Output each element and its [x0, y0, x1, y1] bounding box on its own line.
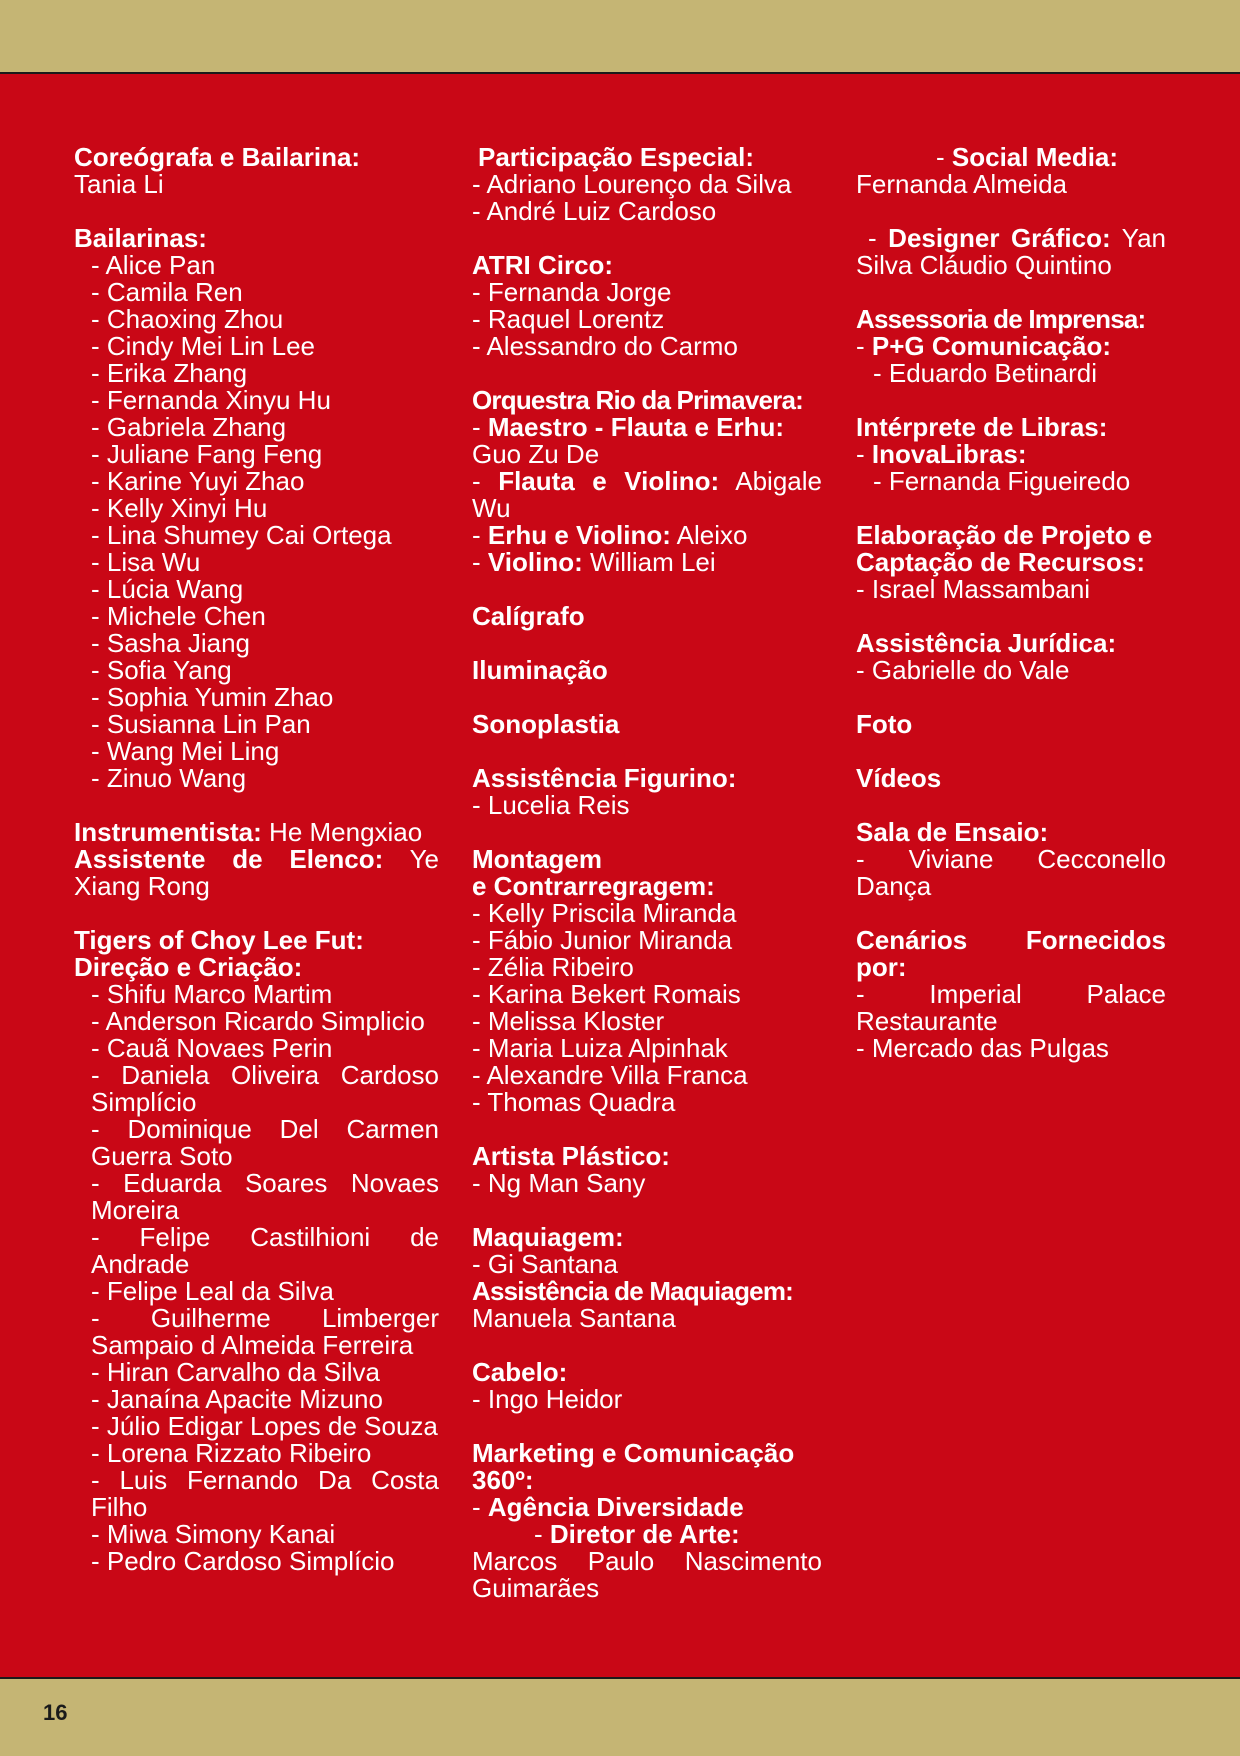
assessoria-company-line: - P+G Comunicação: [856, 331, 1112, 361]
cenarios-list [856, 981, 1166, 1062]
marketing-heading: Marketing e Comunicação [472, 1438, 795, 1468]
iluminacao-heading: Iluminação [472, 655, 608, 685]
juridica-item: - Gabrielle do Vale [856, 655, 1070, 685]
tigers-block [74, 927, 439, 1575]
montagem-item: - Karina Bekert Romais [472, 979, 741, 1009]
bailarina-item: - Michele Chen [91, 601, 266, 631]
agencia-line: - Agência Diversidade [472, 1492, 744, 1522]
montagem-subheading: e Contrarregragem: [472, 871, 715, 901]
bailarina-item: - Kelly Xinyi Hu [91, 493, 268, 523]
tigers-subheading: Direção e Criação: [74, 952, 303, 982]
atri-item: - Raquel Lorentz [472, 304, 665, 334]
page-number: 16 [43, 1700, 68, 1725]
ensaio-heading: Sala de Ensaio: [856, 817, 1049, 847]
assist-maquiagem-name: Manuela Santana [472, 1303, 676, 1333]
participacao-heading: Participação Especial: [478, 142, 755, 172]
assessoria-company: P+G Comunicação: [871, 331, 1112, 361]
designer-label: Designer Gráfico: [888, 223, 1111, 253]
violino-label: Violino: [487, 547, 583, 577]
bailarina-item: - Sofia Yang [91, 655, 232, 685]
assessoria-heading: Assessoria de Imprensa: [856, 304, 1146, 334]
bailarina-item: - Zinuo Wang [91, 763, 247, 793]
tigers-member-item: - Dominique Del Carmen Guerra Soto [91, 1114, 439, 1171]
agencia-name: Agência Diversidade [487, 1492, 744, 1522]
instrumentista-value: He Mengxiao [261, 817, 423, 847]
erhu-value: Aleixo [670, 520, 748, 550]
erhu-line: - Erhu e Violino: Aleixo [472, 520, 748, 550]
cenarios-heading: Cenários Fornecidos por: [856, 925, 1166, 982]
maquiagem-heading: Maquiagem: [472, 1222, 624, 1252]
bottom-band [0, 1677, 1240, 1756]
cenarios-item: - Imperial Palace Restaurante [856, 979, 1166, 1036]
tigers-member-item: - Daniela Oliveira Cardoso Simplício [91, 1060, 439, 1117]
montagem-item: - Kelly Priscila Miranda [472, 898, 737, 928]
cabelo-heading: Cabelo: [472, 1357, 568, 1387]
bailarinas-heading: Bailarinas: [74, 223, 207, 253]
cabelo-block [472, 1359, 822, 1413]
tigers-list [74, 981, 439, 1575]
marketing-subheading: 360º: [472, 1465, 534, 1495]
bailarina-item: - Lisa Wu [91, 547, 201, 577]
juridica-heading: Assistência Jurídica: [856, 628, 1117, 658]
cenarios-item: - Mercado das Pulgas [856, 1033, 1109, 1063]
artista-heading: Artista Plástico: [472, 1141, 670, 1171]
montagem-item: - Alexandre Villa Franca [472, 1060, 748, 1090]
libras-block [856, 414, 1166, 495]
figurino-item: - Lucelia Reis [472, 790, 630, 820]
projeto-block [856, 522, 1166, 603]
montagem-list [472, 900, 822, 1116]
foto-heading: Foto [856, 709, 913, 739]
figurino-block [472, 765, 822, 819]
assessoria-item: - Eduardo Betinardi [873, 358, 1098, 388]
bailarina-item: - Wang Mei Ling [91, 736, 280, 766]
maestro-value: Guo Zu De [472, 439, 600, 469]
montagem-item: - Maria Luiza Alpinhak [472, 1033, 728, 1063]
tigers-member-item: - Pedro Cardoso Simplício [91, 1546, 395, 1576]
ensaio-item: - Viviane Cecconello Dança [856, 844, 1166, 901]
maquiagem-item: - Gi Santana [472, 1249, 618, 1279]
atri-list [472, 279, 822, 360]
bailarina-item: - Gabriela Zhang [91, 412, 287, 442]
figurino-list [472, 792, 822, 819]
juridica-block [856, 630, 1166, 684]
projeto-item: - Israel Massambani [856, 574, 1091, 604]
participacao-block [472, 144, 822, 225]
atri-item: - Alessandro do Carmo [472, 331, 738, 361]
assistente-elenco-label: Assistente de Elenco: [74, 844, 384, 874]
assistente-elenco-value: Ye Xiang Rong [74, 844, 439, 901]
bailarina-item: - Fernanda Xinyu Hu [91, 385, 331, 415]
tigers-member-item: - Guilherme Limberger Sampaio d Almeida Ferreira [91, 1303, 439, 1360]
social-line: - Social Media: [936, 142, 1119, 172]
violino-line: - Violino: William Lei [472, 547, 716, 577]
participacao-item: - André Luiz Cardoso [472, 196, 717, 226]
instrumentista-block [74, 819, 439, 900]
coreografa-heading: Coreógrafa e Bailarina: [74, 142, 361, 172]
bailarina-item: - Camila Ren [91, 277, 243, 307]
designer-value: Yan Silva Cláudio Quintino [856, 223, 1166, 280]
tigers-member-item: - Shifu Marco Martim [91, 979, 333, 1009]
cenarios-block [856, 927, 1166, 1062]
assist-maquiagem-heading: Assistência de Maquiagem: [472, 1276, 793, 1306]
social-value: Fernanda Almeida [856, 169, 1068, 199]
top-band [0, 0, 1240, 74]
bailarinas-list [74, 252, 439, 792]
cabelo-item: - Ingo Heidor [472, 1384, 623, 1414]
flauta-label: Flauta e Violino: [498, 466, 720, 496]
assessoria-block [856, 306, 1166, 387]
orquestra-heading: Orquestra Rio da Primavera: [472, 385, 803, 415]
montagem-item: - Zélia Ribeiro [472, 952, 634, 982]
maquiagem-block [472, 1224, 822, 1332]
montagem-block [472, 846, 822, 1116]
atri-heading: ATRI Circo: [472, 250, 614, 280]
tigers-member-item: - Luis Fernando Da Costa Filho [91, 1465, 439, 1522]
atri-block [472, 252, 822, 360]
tigers-member-item: - Júlio Edigar Lopes de Souza [91, 1411, 438, 1441]
montagem-item: - Thomas Quadra [472, 1087, 676, 1117]
artista-item: - Ng Man Sany [472, 1168, 646, 1198]
bailarina-item: - Lúcia Wang [91, 574, 244, 604]
figurino-heading: Assistência Figurino: [472, 763, 737, 793]
sonoplastia-block [472, 711, 822, 738]
instrumentista-line [74, 819, 439, 846]
bailarina-item: - Lina Shumey Cai Ortega [91, 520, 392, 550]
designer-block [856, 225, 1166, 279]
iluminacao-block [472, 657, 822, 684]
maquiagem-list [472, 1251, 822, 1278]
tigers-member-item: - Lorena Rizzato Ribeiro [91, 1438, 372, 1468]
caligrafo-heading: Calígrafo [472, 601, 585, 631]
bailarina-item: - Sophia Yumin Zhao [91, 682, 334, 712]
tigers-member-item: - Eduarda Soares Novaes Moreira [91, 1168, 439, 1225]
tigers-member-item: - Hiran Carvalho da Silva [91, 1357, 381, 1387]
tigers-member-item: - Janaína Apacite Mizuno [91, 1384, 383, 1414]
participacao-item: - Adriano Lourenço da Silva [472, 169, 792, 199]
videos-block [856, 765, 1166, 792]
artista-block [472, 1143, 822, 1197]
coreografa-block [74, 144, 439, 198]
projeto-heading: Elaboração de Projeto e [856, 520, 1153, 550]
montagem-heading: Montagem [472, 844, 602, 874]
ensaio-block [856, 819, 1166, 900]
foto-block [856, 711, 1166, 738]
montagem-item: - Fábio Junior Miranda [472, 925, 733, 955]
atri-item: - Fernanda Jorge [472, 277, 672, 307]
social-label: Social Media: [951, 142, 1119, 172]
coreografa-name: Tania Li [74, 169, 164, 199]
bailarina-item: - Alice Pan [91, 250, 216, 280]
participacao-list [472, 171, 822, 225]
caligrafo-block [472, 603, 822, 630]
tigers-member-item: - Anderson Ricardo Simplicio [91, 1006, 425, 1036]
social-block [856, 144, 1166, 198]
credits-column-3 [856, 144, 1166, 1089]
diretor-label: Diretor de Arte: [549, 1519, 740, 1549]
flauta-value: Abigale Wu [472, 466, 822, 523]
sonoplastia-heading: Sonoplastia [472, 709, 620, 739]
cabelo-list [472, 1386, 822, 1413]
credits-column-2 [472, 144, 822, 1602]
libras-item: - Fernanda Figueiredo [873, 466, 1131, 496]
bailarina-item: - Juliane Fang Feng [91, 439, 323, 469]
tigers-member-item: - Cauã Novaes Perin [91, 1033, 333, 1063]
libras-heading: Intérprete de Libras: [856, 412, 1108, 442]
bailarina-item: - Cindy Mei Lin Lee [91, 331, 315, 361]
instrumentista-label: Instrumentista: [74, 817, 262, 847]
videos-heading: Vídeos [856, 763, 942, 793]
marketing-block [472, 1440, 822, 1602]
bailarinas-block [74, 225, 439, 792]
violino-value: William Lei [582, 547, 716, 577]
designer-line: - Designer Gráfico: Yan Silva Cláudio Quintino [856, 223, 1166, 280]
tigers-member-item: - Miwa Simony Kanai [91, 1519, 336, 1549]
montagem-item: - Melissa Kloster [472, 1006, 665, 1036]
erhu-label: Erhu e Violino: [487, 520, 671, 550]
diretor-value: Marcos Paulo Nascimento Guimarães [472, 1546, 822, 1603]
maestro-line: - Maestro - Flauta e Erhu: [472, 412, 785, 442]
libras-company: InovaLibras: [871, 439, 1027, 469]
tigers-member-item: - Felipe Castilhioni de Andrade [91, 1222, 439, 1279]
tigers-member-item: - Felipe Leal da Silva [91, 1276, 334, 1306]
bailarina-item: - Sasha Jiang [91, 628, 250, 658]
tigers-heading: Tigers of Choy Lee Fut: [74, 925, 364, 955]
credits-column-1 [74, 144, 439, 1602]
bailarina-item: - Karine Yuyi Zhao [91, 466, 305, 496]
assistente-elenco-line [74, 846, 439, 900]
orquestra-block [472, 387, 822, 576]
diretor-line: - Diretor de Arte: [534, 1519, 740, 1549]
maestro-label: Maestro - Flauta e Erhu: [487, 412, 785, 442]
flauta-line: - Flauta e Violino: Abigale Wu [472, 466, 822, 523]
bailarina-item: - Susianna Lin Pan [91, 709, 311, 739]
bailarina-item: - Chaoxing Zhou [91, 304, 284, 334]
libras-company-line: - InovaLibras: [856, 439, 1027, 469]
projeto-subheading: Captação de Recursos: [856, 547, 1145, 577]
bailarina-item: - Erika Zhang [91, 358, 248, 388]
artista-list [472, 1170, 822, 1197]
